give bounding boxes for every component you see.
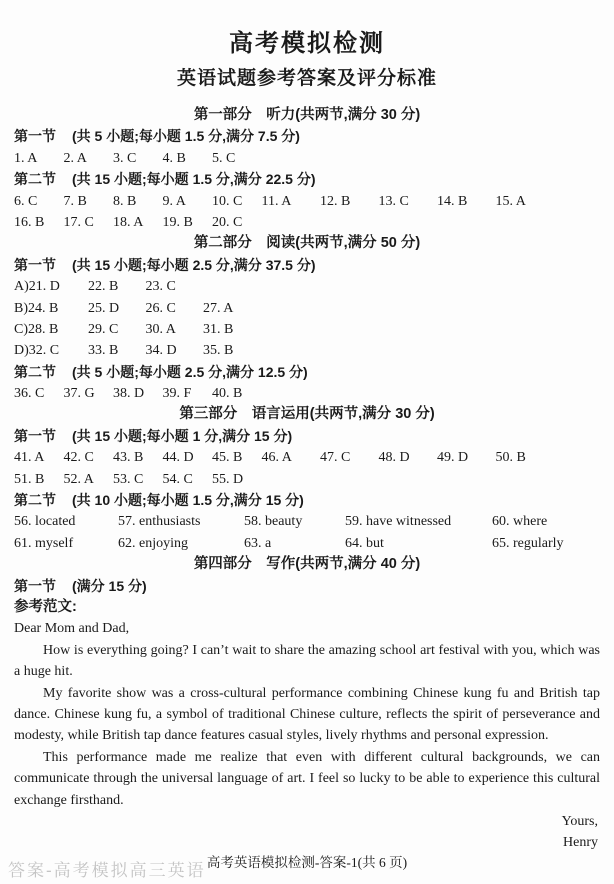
answer-cell: 5. C xyxy=(212,150,236,166)
answer-cell: 2. A xyxy=(63,150,87,166)
section-label: 第二节 xyxy=(14,171,56,188)
section-desc: (共 15 小题;每小题 2.5 分,满分 37.5 分) xyxy=(72,256,316,273)
answer-cell: 60. where xyxy=(492,514,548,530)
answer-cell: 61. myself xyxy=(14,535,74,551)
answer-cell: 18. A xyxy=(113,214,144,230)
answer-row xyxy=(14,319,600,340)
watermark-text: 答案-高考模拟高三英语 xyxy=(8,861,206,880)
answer-cell: 13. C xyxy=(378,193,409,209)
answer-cell: 57. enthusiasts xyxy=(118,514,201,530)
section-desc: (共 5 小题;每小题 1.5 分,满分 7.5 分) xyxy=(72,128,300,145)
part1-section2-header xyxy=(14,169,600,190)
answer-cell: 1. A xyxy=(14,150,38,166)
answer-cell: A)21. D xyxy=(14,279,60,295)
answer-row xyxy=(14,511,600,532)
answer-cell: 58. beauty xyxy=(244,514,303,530)
answer-cell: 59. have witnessed xyxy=(345,514,452,530)
answer-cell: 46. A xyxy=(261,450,292,466)
answer-cell: 33. B xyxy=(88,343,119,359)
answer-cell: 26. C xyxy=(145,300,176,316)
answer-cell: 64. but xyxy=(345,535,384,551)
answer-row xyxy=(14,298,600,319)
answer-cell: 17. C xyxy=(63,214,94,230)
part2-section1-header xyxy=(14,255,600,276)
answer-cell: 54. C xyxy=(162,471,193,487)
answer-cell: 19. B xyxy=(162,214,193,230)
answer-cell: 39. F xyxy=(162,386,192,402)
answer-cell: 65. regularly xyxy=(492,535,564,551)
answer-cell: 9. A xyxy=(162,193,186,209)
answer-cell: 20. C xyxy=(212,214,243,230)
answer-cell: 43. B xyxy=(113,450,144,466)
answer-cell: 25. D xyxy=(88,300,120,316)
section-desc: (共 15 小题;每小题 1 分,满分 15 分) xyxy=(72,427,293,444)
answer-cell: 45. B xyxy=(212,450,243,466)
section-desc: (共 10 小题;每小题 1.5 分,满分 15 分) xyxy=(72,492,304,509)
part4-heading: 第四部分 写作(共两节,满分 40 分) xyxy=(193,556,421,573)
part1-section1-header xyxy=(14,126,600,147)
answer-cell: 4. B xyxy=(162,150,186,166)
page-subtitle: 英语试题参考答案及评分标准 xyxy=(176,68,437,89)
answer-cell: B)24. B xyxy=(14,300,59,316)
essay-paragraph: My favorite show was a cross-cultural performance combining Chinese kung fu and British tap dance. Chinese kung fu, a symbol of traditional Chinese culture, reflects the spirit of perseverance and modesty, while British tap dance features casual styles, lively rhythms and personal expression. xyxy=(14,685,600,744)
section-label: 第一节 xyxy=(14,427,56,444)
answer-row xyxy=(14,212,600,233)
answer-cell: 48. D xyxy=(378,450,410,466)
essay-paragraph: This performance made me realize that even with different cultural backgrounds, we can communicate through the universal language of art. I feel so lucky to be able to experience this cultural exchange firsthand. xyxy=(14,749,600,808)
section-label: 第二节 xyxy=(14,492,56,509)
answer-cell: 53. C xyxy=(113,471,144,487)
part2-section2-header xyxy=(14,362,600,383)
answer-cell: 62. enjoying xyxy=(118,535,188,551)
page-number-label: 高考英语模拟检测-答案-1(共 6 页) xyxy=(206,855,408,870)
page-title: 高考模拟检测 xyxy=(229,30,385,57)
part3-section1-header xyxy=(14,426,600,447)
answer-cell: 22. B xyxy=(88,279,119,295)
answer-cell: 15. A xyxy=(495,193,526,209)
answer-row xyxy=(14,340,600,361)
answer-cell: C)28. B xyxy=(14,321,59,337)
essay-closing: Yours, xyxy=(561,814,598,830)
answer-row xyxy=(14,533,600,554)
answer-row xyxy=(14,447,600,468)
answer-cell: 27. A xyxy=(203,300,234,316)
section-desc: (共 15 小题;每小题 1.5 分,满分 22.5 分) xyxy=(72,171,316,188)
answer-row xyxy=(14,148,600,169)
answer-cell: 40. B xyxy=(212,386,243,402)
section-label: 第一节 xyxy=(14,256,56,273)
model-essay-label: 参考范文: xyxy=(14,598,77,615)
essay-paragraph: How is everything going? I can’t wait to share the amazing school art festival with you, which was a huge hit. xyxy=(14,642,600,680)
answer-cell: 7. B xyxy=(63,193,87,209)
answer-cell: 38. D xyxy=(113,386,145,402)
answer-row xyxy=(14,276,600,297)
answer-cell: 50. B xyxy=(495,450,526,466)
answer-cell: 37. G xyxy=(63,386,95,402)
answer-row xyxy=(14,191,600,212)
answer-cell: 49. D xyxy=(437,450,469,466)
answer-cell: 6. C xyxy=(14,193,38,209)
answer-cell: 34. D xyxy=(145,343,177,359)
answer-cell: 47. C xyxy=(320,450,351,466)
section-desc: (满分 15 分) xyxy=(72,577,147,594)
answer-cell: 52. A xyxy=(63,471,94,487)
answer-cell: 51. B xyxy=(14,471,45,487)
essay-signature: Henry xyxy=(563,835,598,851)
model-essay xyxy=(14,618,600,853)
answer-cell: 11. A xyxy=(261,193,292,209)
answer-cell: D)32. C xyxy=(14,343,60,359)
answer-cell: 30. A xyxy=(145,321,176,337)
answer-cell: 31. B xyxy=(203,321,234,337)
answer-cell: 29. C xyxy=(88,321,119,337)
answer-row xyxy=(14,383,600,404)
answer-cell: 23. C xyxy=(145,279,176,295)
answer-cell: 41. A xyxy=(14,450,45,466)
answer-cell: 36. C xyxy=(14,386,45,402)
answer-cell: 56. located xyxy=(14,514,76,530)
section-desc: (共 5 小题;每小题 2.5 分,满分 12.5 分) xyxy=(72,363,308,380)
answer-cell: 55. D xyxy=(212,471,244,487)
essay-salutation: Dear Mom and Dad, xyxy=(14,621,130,637)
answer-row xyxy=(14,469,600,490)
part1-heading: 第一部分 听力(共两节,满分 30 分) xyxy=(193,107,421,123)
answer-cell: 3. C xyxy=(113,150,137,166)
answer-cell: 16. B xyxy=(14,214,45,230)
answer-cell: 42. C xyxy=(63,450,94,466)
part3-heading: 第三部分 语言运用(共两节,满分 30 分) xyxy=(179,406,435,423)
part4-section1-header xyxy=(14,576,600,597)
answer-cell: 14. B xyxy=(437,193,468,209)
part2-heading: 第二部分 阅读(共两节,满分 50 分) xyxy=(193,235,421,252)
answer-cell: 63. a xyxy=(244,535,272,551)
section-label: 第一节 xyxy=(14,128,56,145)
answer-cell: 12. B xyxy=(320,193,351,209)
answer-cell: 44. D xyxy=(162,450,194,466)
section-label: 第一节 xyxy=(14,577,56,594)
answer-cell: 8. B xyxy=(113,193,137,209)
part3-section2-header xyxy=(14,490,600,511)
answer-cell: 10. C xyxy=(212,193,243,209)
section-label: 第二节 xyxy=(14,363,56,380)
answer-cell: 35. B xyxy=(203,343,234,359)
